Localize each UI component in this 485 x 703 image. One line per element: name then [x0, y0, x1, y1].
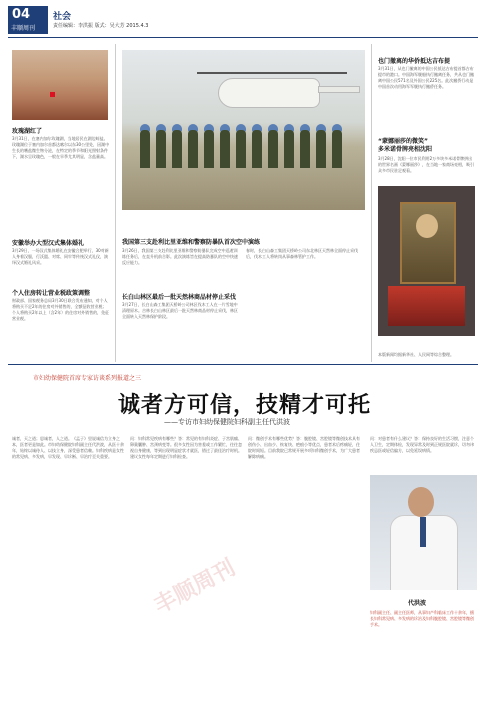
doctor-name: 代洪波	[408, 600, 427, 607]
helicopter-tail	[318, 86, 360, 93]
rose-lake-headline: 玫瑰湖红了	[12, 128, 43, 135]
helicopter-rotor	[197, 72, 347, 74]
section-divider	[8, 364, 478, 365]
peacekeeper-text: 3月26日，我国第三支赴利比里亚维和警察防暴队完成空中巡逻训练任务后，在直升机前合影。此次演练旨在提高防暴队的空中快速反应能力。	[122, 248, 238, 265]
wedding-text: 3月29日，一场汉式集体婚礼在安徽合肥举行，30对新人身着汉服，行沃盥、对席、同牢等传统汉式礼仪，演绎汉式婚礼风采。	[12, 248, 109, 265]
helicopter-body	[218, 78, 320, 108]
rose-lake-text: 3月31日，在塞内加尔玫瑰湖，当地居民在湖边晾盐。玫瑰湖位于塞内加尔首都达喀尔以东30公里处，因湖中生长的嗜盐微生物分泌，在特定的季节和阳光照射条件下，湖水呈玫瑰色，一般在旱季尤其明显，含盐量高。	[12, 136, 110, 159]
series-tag: 市妇幼保健院首席专家访谈系列报道之三	[33, 375, 142, 382]
masthead-rule	[8, 37, 478, 38]
domino-headline: “蒙娜丽莎的微笑” 多米诺骨牌亮相沈阳	[378, 138, 433, 153]
article-column-4: 问：对患者有什么建议？答：保持良好的生活习惯，注意个人卫生，定期体检，发现异常及时到正规医院就诊，切勿讳疾忌医或轻信偏方，以免延误病情。	[370, 436, 474, 453]
watermark: 丰顺周刊	[150, 555, 240, 619]
article-subtitle: ——专访市妇幼保健院妇科副主任代洪波	[164, 418, 290, 426]
forest-side-text: 春时，长白山森工集团天桥岭公司东北林区天然林全面停止采伐后，伐木工人将转岗从事森林管护工作。	[246, 248, 358, 259]
masthead	[8, 6, 478, 36]
article-title: 诚者方可信，技精才可托	[118, 393, 372, 418]
section-name: 社会	[53, 12, 72, 22]
doctor-bio: 妇科副主任、副主任医师，从事妇产科临床工作十余年，擅长妇科常见病、多发病的诊治及妇科腹腔镜、宫腔镜等微创手术。	[370, 610, 474, 627]
paper-name: 丰顺周刊	[11, 25, 36, 32]
forest-headline: 长白山林区最后一批天然林商品材停止采伐	[122, 294, 237, 301]
wedding-headline: 安徽举办大型汉式集体婚礼	[12, 240, 85, 247]
page-number: 04	[12, 7, 31, 22]
article-column-3: 问：微创手术有哪些优势？答：腹腔镜、宫腔镜等微创技术具有创伤小、出血少、恢复快、疤痕小等优点，患者术后疼痛轻，住院时间短。目前我院已常规开展多项妇科微创手术，为广大患者解除病痛。	[248, 436, 360, 459]
domino-text: 3月28日，沈阳一位市民利用2万多块多米诺骨牌拼出的世界名画《蒙娜丽莎》，在当地一家商场亮相，吸引众多市民驻足观看。	[378, 156, 474, 173]
column-divider	[371, 44, 372, 362]
article-column-2: 问：妇科常见疾病有哪些？答：常见的有妇科炎症、子宫肌瘤、卵巢囊肿、宫颈病变等。很多女性因为害羞或工作繁忙，往往忽视自身健康，等到出现明显症状才就医，错过了最佳治疗时机。建议女性每年定期进行妇科检查。	[130, 436, 242, 459]
column-divider	[115, 44, 116, 362]
mona-lisa-domino-photo	[378, 186, 475, 336]
doctor-portrait-photo	[370, 475, 477, 590]
page-number-box	[8, 6, 48, 34]
forest-text: 3月27日，长白山森工集团天桥岭公司林区伐木工人在一片雪地中清理原木。吉林长白山林区最后一批天然林商品材停止采伐，林区全面转入天然林保护阶段。	[122, 302, 238, 319]
article-column-1: 诚者，天之道；思诚者，人之道。《孟子》里说诚信为立身之本，医者更是如此。市妇幼保健院妇科副主任代洪波，从医十余年，始终以诚待人、以技立身，深受患者信赖。妇科疾病是女性的常见病、多发病，早发现、早诊断、早治疗至关重要。	[12, 436, 124, 459]
yemen-text: 3月31日，从也门撤离的中国公民抵达吉布提首都吉布提市的港口。中国海军舰船执行撤离任务，共从也门撤离中国公民571名及外国公民225名。此次撤侨行动是中国首次动用海军军舰执行撤侨任务。	[378, 66, 474, 89]
peacekeeper-helicopter-photo	[122, 50, 365, 210]
tax-headline: 个人住房转让营业税政策调整	[12, 290, 91, 297]
salt-lake-boats-photo	[12, 50, 108, 120]
editor-meta-line: 责任编辑：李洪振 版式：吴大芳 2015.4.3	[53, 23, 149, 29]
credit-line: 本版新闻均据新华社、人民网等综合整理。	[378, 352, 454, 357]
yemen-headline: 也门撤离的华侨抵达吉布提	[378, 58, 451, 65]
tax-text: 财政部、国家税务总局3月30日联合发布通知，对个人将购买不足2年的住房对外销售的，全额征收营业税；个人将购买2年以上（含2年）的住房对外销售的，免征营业税。	[12, 298, 110, 321]
peacekeeper-headline: 我国第三支赴利比里亚维和警察防暴队首次空中演练	[122, 239, 261, 246]
